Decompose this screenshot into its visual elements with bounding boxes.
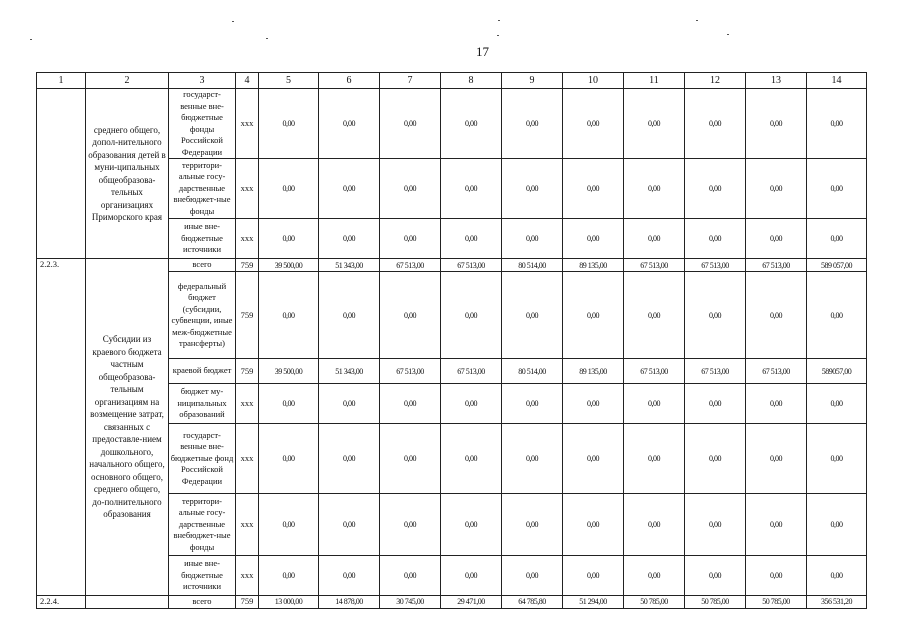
amount-cell: 0,00 (319, 159, 380, 219)
amount-cell: 0,00 (259, 384, 319, 424)
amount-cell: 0,00 (380, 384, 441, 424)
amount-cell: 0,00 (380, 272, 441, 359)
amount-cell: 0,00 (746, 159, 807, 219)
amount-cell: 0,00 (624, 272, 685, 359)
column-header: 11 (624, 73, 685, 89)
amount-cell: 0,00 (380, 424, 441, 494)
amount-cell: 0,00 (563, 272, 624, 359)
amount-cell: 0,00 (502, 556, 563, 596)
funding-source: всего (169, 259, 236, 272)
budget-code: ххх (236, 494, 259, 556)
funding-source: всего (169, 596, 236, 609)
budget-code: ххх (236, 219, 259, 259)
amount-cell: 0,00 (746, 89, 807, 159)
measure-description (86, 596, 169, 609)
budget-table (36, 72, 867, 609)
scan-speck (30, 39, 32, 40)
amount-cell: 51 343,00 (319, 259, 380, 272)
amount-cell: 0,00 (380, 556, 441, 596)
amount-cell: 30 745,00 (380, 596, 441, 609)
column-header: 1 (37, 73, 86, 89)
amount-cell: 39 500,00 (259, 359, 319, 384)
amount-cell: 67 513,00 (441, 359, 502, 384)
amount-cell: 64 785,80 (502, 596, 563, 609)
amount-cell: 50 785,00 (746, 596, 807, 609)
column-header: 13 (746, 73, 807, 89)
amount-cell: 0,00 (380, 159, 441, 219)
amount-cell: 0,00 (807, 556, 867, 596)
amount-cell: 0,00 (563, 89, 624, 159)
funding-source: иные вне-бюджетные источники (169, 219, 236, 259)
funding-source: территори-альные госу-дарственные внебюджет-ные фонды (169, 494, 236, 556)
table-row (37, 89, 867, 159)
amount-cell: 0,00 (685, 384, 746, 424)
table-row (37, 596, 867, 609)
amount-cell: 0,00 (624, 556, 685, 596)
amount-cell: 0,00 (685, 219, 746, 259)
amount-cell: 67 513,00 (380, 359, 441, 384)
funding-source: краевой бюджет (169, 359, 236, 384)
amount-cell: 89 135,00 (563, 259, 624, 272)
column-header: 5 (259, 73, 319, 89)
amount-cell: 0,00 (563, 556, 624, 596)
amount-cell: 0,00 (319, 384, 380, 424)
amount-cell: 0,00 (380, 494, 441, 556)
budget-code: 759 (236, 259, 259, 272)
amount-cell: 0,00 (746, 494, 807, 556)
amount-cell: 80 514,00 (502, 359, 563, 384)
amount-cell: 89 135,00 (563, 359, 624, 384)
column-header: 6 (319, 73, 380, 89)
amount-cell: 0,00 (685, 556, 746, 596)
funding-source: государст-венные вне-бюджетные фонд Российской Федерации (169, 424, 236, 494)
scan-speck (696, 20, 698, 21)
amount-cell: 67 513,00 (624, 359, 685, 384)
amount-cell: 67 513,00 (380, 259, 441, 272)
amount-cell: 0,00 (563, 494, 624, 556)
amount-cell: 0,00 (685, 272, 746, 359)
amount-cell: 0,00 (319, 219, 380, 259)
amount-cell: 0,00 (563, 159, 624, 219)
budget-code: ххх (236, 89, 259, 159)
amount-cell: 0,00 (624, 219, 685, 259)
amount-cell: 0,00 (807, 424, 867, 494)
budget-code: ххх (236, 159, 259, 219)
amount-cell: 0,00 (563, 384, 624, 424)
amount-cell: 0,00 (807, 384, 867, 424)
amount-cell: 0,00 (624, 89, 685, 159)
amount-cell: 589057,00 (807, 359, 867, 384)
funding-source: территори-альные госу-дарственные внебюджет-ные фонды (169, 159, 236, 219)
amount-cell: 0,00 (441, 424, 502, 494)
amount-cell: 0,00 (319, 272, 380, 359)
budget-code: 759 (236, 359, 259, 384)
amount-cell: 14 878,00 (319, 596, 380, 609)
amount-cell: 80 514,00 (502, 259, 563, 272)
amount-cell: 0,00 (380, 219, 441, 259)
row-code (37, 89, 86, 259)
amount-cell: 0,00 (807, 159, 867, 219)
funding-source: федеральный бюджет (субсидии, субвенции, иные меж-бюджетные трансферты) (169, 272, 236, 359)
amount-cell: 0,00 (502, 219, 563, 259)
amount-cell: 0,00 (259, 219, 319, 259)
amount-cell: 0,00 (746, 272, 807, 359)
row-code: 2.2.3. (37, 259, 86, 596)
amount-cell: 0,00 (441, 219, 502, 259)
amount-cell: 0,00 (746, 424, 807, 494)
amount-cell: 0,00 (502, 424, 563, 494)
amount-cell: 0,00 (441, 384, 502, 424)
amount-cell: 0,00 (319, 556, 380, 596)
amount-cell: 0,00 (624, 494, 685, 556)
amount-cell: 0,00 (502, 89, 563, 159)
budget-code: 759 (236, 596, 259, 609)
page-number: 17 (476, 44, 489, 59)
funding-source: государст-венные вне-бюджетные фонды Российской Федерации (169, 89, 236, 159)
amount-cell: 51 294,00 (563, 596, 624, 609)
amount-cell: 0,00 (746, 556, 807, 596)
column-header: 2 (86, 73, 169, 89)
amount-cell: 29 471,00 (441, 596, 502, 609)
amount-cell: 0,00 (441, 272, 502, 359)
amount-cell: 0,00 (746, 384, 807, 424)
amount-cell: 51 343,00 (319, 359, 380, 384)
amount-cell: 0,00 (319, 424, 380, 494)
amount-cell: 67 513,00 (685, 359, 746, 384)
scan-speck (266, 38, 268, 39)
amount-cell: 0,00 (259, 424, 319, 494)
amount-cell: 50 785,00 (624, 596, 685, 609)
amount-cell: 0,00 (685, 494, 746, 556)
column-header: 12 (685, 73, 746, 89)
row-code: 2.2.4. (37, 596, 86, 609)
amount-cell: 356 531,20 (807, 596, 867, 609)
column-header: 3 (169, 73, 236, 89)
amount-cell: 67 513,00 (624, 259, 685, 272)
table-row (37, 259, 867, 272)
column-header: 7 (380, 73, 441, 89)
header-row (37, 73, 867, 89)
amount-cell: 0,00 (259, 159, 319, 219)
column-header: 4 (236, 73, 259, 89)
amount-cell: 0,00 (807, 219, 867, 259)
amount-cell: 0,00 (807, 89, 867, 159)
amount-cell: 0,00 (624, 159, 685, 219)
budget-code: ххх (236, 556, 259, 596)
amount-cell: 0,00 (502, 384, 563, 424)
amount-cell: 0,00 (685, 424, 746, 494)
measure-description: Субсидии из краевого бюджета частным общеобразова-тельным организациям на возмещение затрат, связанных с предоставле-нием дошкольного, начального общего, основного общего, среднего общего, до-полнительного образования (86, 259, 169, 596)
amount-cell: 0,00 (259, 89, 319, 159)
amount-cell: 0,00 (319, 89, 380, 159)
amount-cell: 39 500,00 (259, 259, 319, 272)
amount-cell: 589 057,00 (807, 259, 867, 272)
amount-cell: 67 513,00 (441, 259, 502, 272)
amount-cell: 0,00 (502, 494, 563, 556)
column-header: 9 (502, 73, 563, 89)
scan-speck (727, 34, 729, 35)
amount-cell: 0,00 (746, 219, 807, 259)
amount-cell: 0,00 (807, 494, 867, 556)
amount-cell: 67 513,00 (746, 259, 807, 272)
amount-cell: 0,00 (380, 89, 441, 159)
amount-cell: 0,00 (502, 272, 563, 359)
amount-cell: 0,00 (259, 556, 319, 596)
funding-source: бюджет му-ниципальных образований (169, 384, 236, 424)
scan-speck (497, 35, 499, 36)
amount-cell: 50 785,00 (685, 596, 746, 609)
amount-cell: 0,00 (441, 494, 502, 556)
amount-cell: 0,00 (259, 272, 319, 359)
amount-cell: 0,00 (441, 556, 502, 596)
column-header: 10 (563, 73, 624, 89)
amount-cell: 0,00 (685, 89, 746, 159)
amount-cell: 0,00 (502, 159, 563, 219)
amount-cell: 0,00 (685, 159, 746, 219)
amount-cell: 0,00 (319, 494, 380, 556)
amount-cell: 0,00 (807, 272, 867, 359)
budget-code: ххх (236, 384, 259, 424)
amount-cell: 0,00 (259, 494, 319, 556)
scan-speck (232, 21, 234, 22)
column-header: 8 (441, 73, 502, 89)
budget-code: ххх (236, 424, 259, 494)
amount-cell: 0,00 (441, 89, 502, 159)
amount-cell: 0,00 (563, 424, 624, 494)
amount-cell: 0,00 (563, 219, 624, 259)
funding-source: иные вне-бюджетные источники (169, 556, 236, 596)
amount-cell: 0,00 (624, 384, 685, 424)
amount-cell: 67 513,00 (746, 359, 807, 384)
budget-code: 759 (236, 272, 259, 359)
amount-cell: 67 513,00 (685, 259, 746, 272)
measure-description: среднего общего, допол-нительного образования детей в муни-ципальных общеобразова-тельных организациях Приморского края (86, 89, 169, 259)
scan-speck (498, 20, 500, 21)
amount-cell: 0,00 (441, 159, 502, 219)
amount-cell: 13 000,00 (259, 596, 319, 609)
column-header: 14 (807, 73, 867, 89)
amount-cell: 0,00 (624, 424, 685, 494)
